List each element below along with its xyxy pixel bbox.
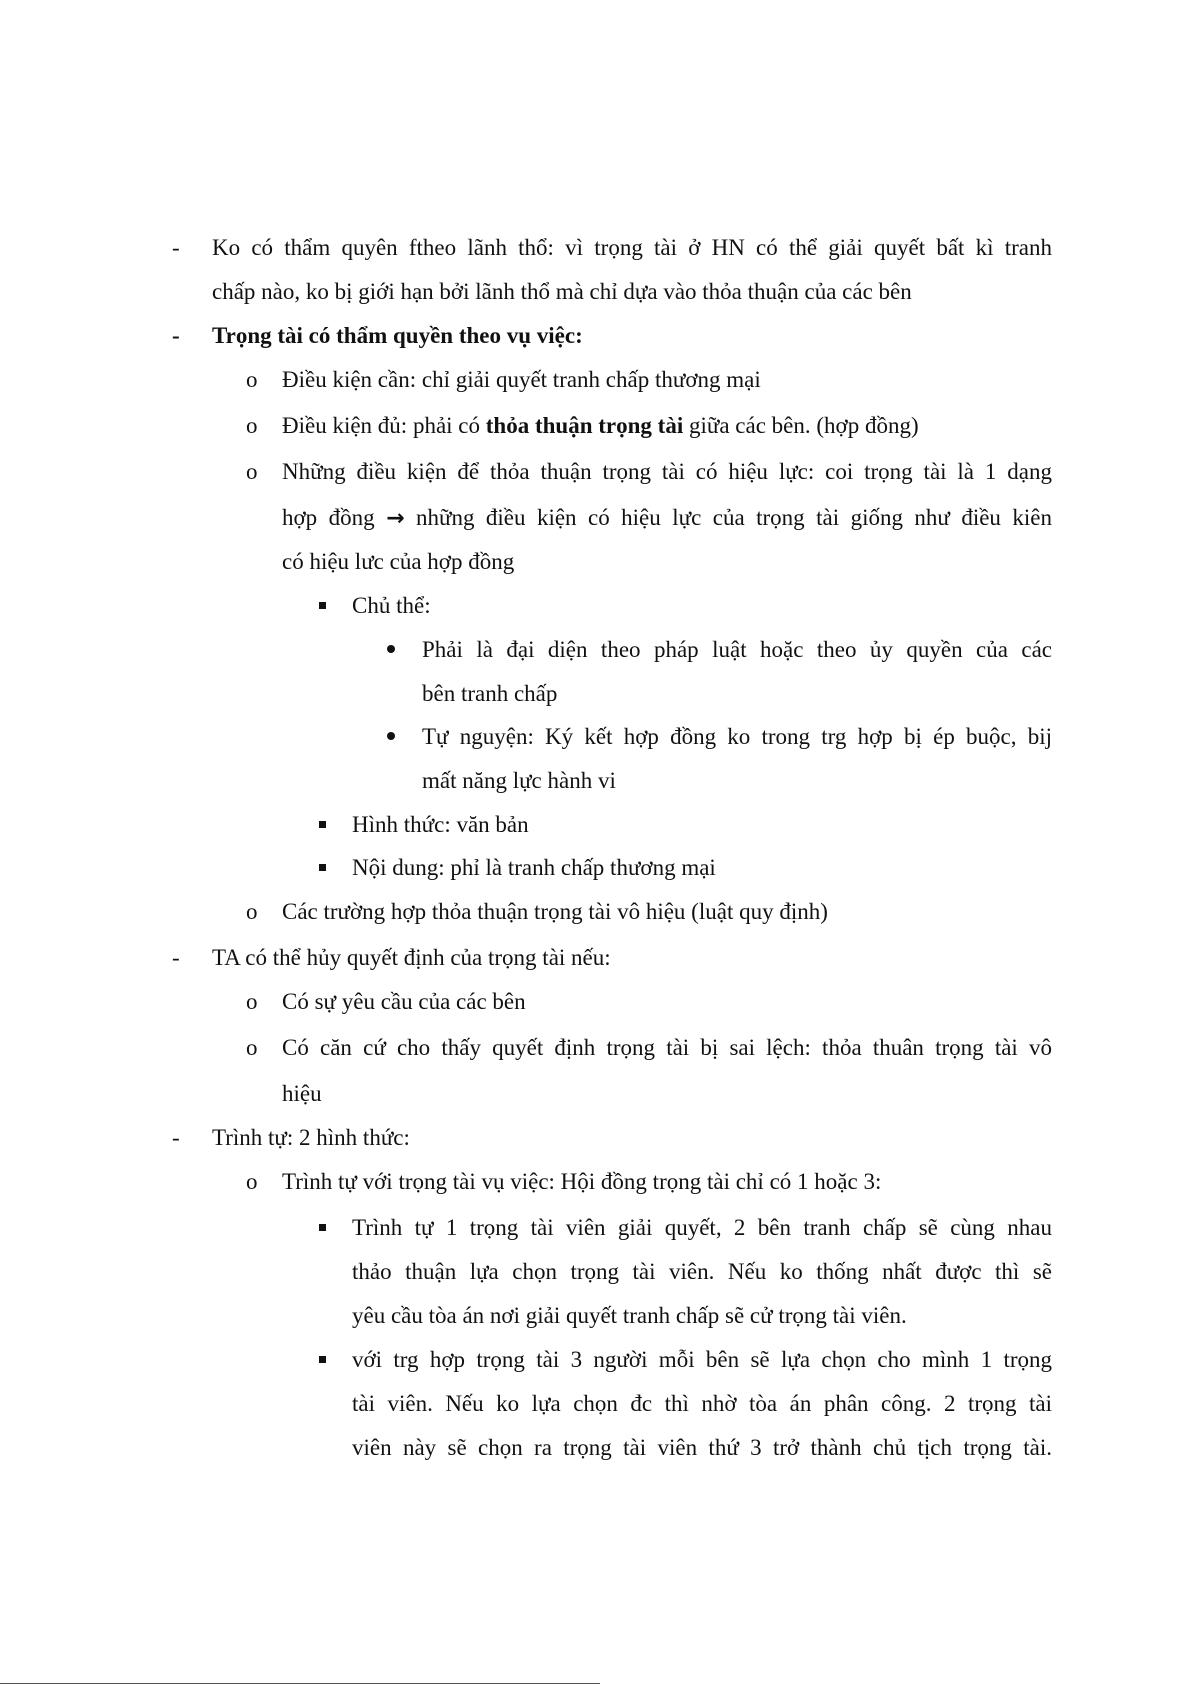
circle-marker: o [246,1035,258,1060]
subject-bullet1-line2: bên tranh chấp [422,681,558,706]
subject-bullet2-line2: mất năng lực hành vi [422,768,616,793]
dot-bullet-icon [387,645,395,653]
condition-sufficient [282,412,919,440]
circle-marker: o [246,459,258,484]
square-bullet-icon [319,1224,326,1231]
condition-validity-line1: Những điều kiện để thỏa thuận trọng tài có hiệu lực: coi trọng tài là 1 dạng [282,459,1052,484]
p1-line2: chấp nào, ko bị giới hạn bởi lãnh thổ mà chỉ dựa vào thỏa thuận của các bên [212,279,912,304]
content-item: Nội dung: phỉ là tranh chấp thương mại [352,855,716,880]
square-bullet-icon [319,821,326,828]
court-annul-line: TA có thể hủy quyết định của trọng tài nếu: [212,945,611,970]
circle-marker: o [246,989,258,1014]
procedure-single-line3: yêu cầu tòa án nơi giải quyết tranh chấp sẽ cử trọng tài viên. [352,1303,907,1328]
subject-bullet1-line1: Phải là đại diện theo pháp luật hoặc theo ủy quyền của các [422,637,1052,662]
circle-marker: o [246,1169,258,1194]
procedure-adhoc: Trình tự với trọng tài vụ việc: Hội đồng trọng tài chỉ có 1 hoặc 3: [282,1169,882,1194]
dash-marker: - [172,1125,180,1150]
subject-bullet2-line1: Tự nguyện: Ký kết hợp đồng ko trong trg hợp bị ép buộc, bij [422,724,1052,749]
square-bullet-icon [319,864,326,871]
procedure-three-line1: với trg hợp trọng tài 3 người mỗi bên sẽ lựa chọn cho mình 1 trọng [352,1347,1052,1372]
square-bullet-icon [319,1356,326,1363]
procedure-single-line2: thảo thuận lựa chọn trọng tài viên. Nếu ko thống nhất được thì sẽ [352,1259,1052,1284]
dash-marker: - [172,235,180,260]
section-heading: Trọng tài có thẩm quyền theo vụ việc: [212,323,583,348]
condition-validity-line3: có hiệu lưc của hợp đồng [282,549,515,574]
condition-validity-line2 [282,504,1052,533]
arbitration-agreement-bold: thỏa thuận trọng tài [485,413,684,438]
condition-validity-tail: những điều kiện có hiệu lực của trọng tài giống như điều kiên [404,505,1052,530]
condition-validity-text: hợp đồng [282,505,387,530]
condition-necessary: Điều kiện cần: chỉ giải quyết tranh chấp thương mại [282,367,761,392]
square-bullet-icon [319,602,326,609]
circle-marker: o [246,413,258,438]
annul-condition1: Có sự yêu cầu của các bên [282,989,526,1014]
p1-line1: Ko có thẩm quyên ftheo lãnh thổ: vì trọng tài ở HN có thể giải quyết bất kì tranh [212,235,1052,260]
annul-condition2-line2: hiệu [282,1081,322,1106]
annul-condition2-line1: Có căn cứ cho thấy quyết định trọng tài bị sai lệch: thỏa thuân trọng tài vô [282,1035,1052,1060]
subject-item: Chủ thể: [352,593,431,618]
procedure-single-line1: Trình tự 1 trọng tài viên giải quyết, 2 bên tranh chấp sẽ cùng nhau [352,1215,1052,1240]
footer-rule [0,1683,600,1684]
condition-sufficient-tail: giữa các bên. (hợp đồng) [683,413,919,438]
dash-marker: - [172,945,180,970]
arrow-icon: → [386,506,405,531]
form-item: Hình thức: văn bản [352,812,529,837]
dot-bullet-icon [387,732,395,740]
condition-sufficient-text: Điều kiện đủ: phải có [282,413,486,438]
procedure-line: Trình tự: 2 hình thức: [212,1125,410,1150]
dash-marker: - [172,323,180,348]
procedure-three-line3: viên này sẽ chọn ra trọng tài viên thứ 3 trở thành chủ tịch trọng tài. [352,1435,1052,1460]
procedure-three-line2: tài viên. Nếu ko lựa chọn đc thì nhờ tòa án phân công. 2 trọng tài [352,1391,1052,1416]
circle-marker: o [246,899,258,924]
invalid-cases: Các trường hợp thỏa thuận trọng tài vô hiệu (luật quy định) [282,899,828,924]
circle-marker: o [246,367,258,392]
